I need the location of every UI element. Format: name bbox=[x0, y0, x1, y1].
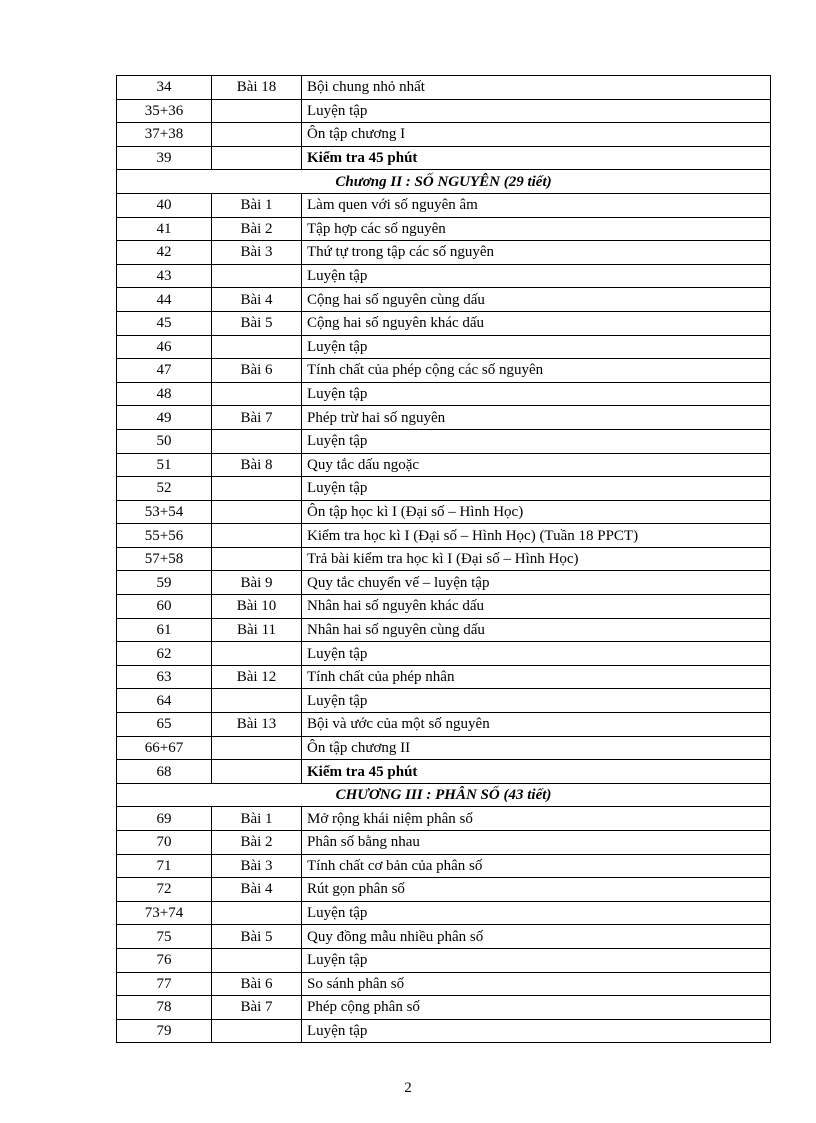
lesson-cell: Bài 11 bbox=[212, 618, 302, 642]
period-cell: 72 bbox=[117, 878, 212, 902]
lesson-cell bbox=[212, 524, 302, 548]
table-row bbox=[117, 1019, 771, 1043]
lesson-cell bbox=[212, 547, 302, 571]
lesson-title-cell: Cộng hai số nguyên cùng dấu bbox=[302, 288, 771, 312]
period-cell: 49 bbox=[117, 406, 212, 430]
lesson-cell: Bài 9 bbox=[212, 571, 302, 595]
lesson-cell: Bài 1 bbox=[212, 807, 302, 831]
page-number: 2 bbox=[404, 1080, 412, 1096]
period-cell: 70 bbox=[117, 831, 212, 855]
lesson-title-cell: Phép cộng phân số bbox=[302, 996, 771, 1020]
lesson-cell: Bài 10 bbox=[212, 595, 302, 619]
table-row bbox=[117, 429, 771, 453]
period-cell: 76 bbox=[117, 948, 212, 972]
curriculum-table-body bbox=[117, 76, 771, 1043]
chapter-heading-row bbox=[117, 170, 771, 194]
lesson-title-cell: Luyện tập bbox=[302, 429, 771, 453]
period-cell: 42 bbox=[117, 241, 212, 265]
period-cell: 73+74 bbox=[117, 901, 212, 925]
lesson-title-cell: Cộng hai số nguyên khác dấu bbox=[302, 311, 771, 335]
lesson-title-cell: Luyện tập bbox=[302, 264, 771, 288]
lesson-cell bbox=[212, 429, 302, 453]
lesson-cell: Bài 4 bbox=[212, 288, 302, 312]
period-cell: 77 bbox=[117, 972, 212, 996]
lesson-title-cell: Quy tắc dấu ngoặc bbox=[302, 453, 771, 477]
lesson-title-cell: Kiểm tra 45 phút bbox=[302, 146, 771, 170]
lesson-title-cell: Ôn tập chương II bbox=[302, 736, 771, 760]
table-row bbox=[117, 854, 771, 878]
table-row bbox=[117, 406, 771, 430]
lesson-title-cell: Rút gọn phân số bbox=[302, 878, 771, 902]
period-cell: 61 bbox=[117, 618, 212, 642]
lesson-title-cell: Tính chất của phép cộng các số nguyên bbox=[302, 359, 771, 383]
lesson-title-cell: Ôn tập học kì I (Đại số – Hình Học) bbox=[302, 500, 771, 524]
table-row bbox=[117, 335, 771, 359]
period-cell: 35+36 bbox=[117, 99, 212, 123]
chapter-heading: Chương II : SỐ NGUYÊN (29 tiết) bbox=[117, 170, 771, 194]
period-cell: 40 bbox=[117, 193, 212, 217]
lesson-cell: Bài 4 bbox=[212, 878, 302, 902]
lesson-cell bbox=[212, 382, 302, 406]
lesson-cell bbox=[212, 477, 302, 501]
chapter-heading-row bbox=[117, 783, 771, 807]
table-row bbox=[117, 642, 771, 666]
lesson-title-cell: Thứ tự trong tập các số nguyên bbox=[302, 241, 771, 265]
table-row bbox=[117, 831, 771, 855]
period-cell: 44 bbox=[117, 288, 212, 312]
lesson-cell bbox=[212, 760, 302, 784]
lesson-cell: Bài 7 bbox=[212, 996, 302, 1020]
period-cell: 34 bbox=[117, 76, 212, 100]
lesson-title-cell: Luyện tập bbox=[302, 335, 771, 359]
lesson-cell bbox=[212, 335, 302, 359]
period-cell: 41 bbox=[117, 217, 212, 241]
period-cell: 66+67 bbox=[117, 736, 212, 760]
table-row bbox=[117, 453, 771, 477]
table-row bbox=[117, 359, 771, 383]
table-row bbox=[117, 146, 771, 170]
lesson-cell bbox=[212, 123, 302, 147]
lesson-cell: Bài 5 bbox=[212, 925, 302, 949]
table-row bbox=[117, 99, 771, 123]
period-cell: 62 bbox=[117, 642, 212, 666]
lesson-cell bbox=[212, 901, 302, 925]
lesson-cell: Bài 13 bbox=[212, 713, 302, 737]
table-row bbox=[117, 689, 771, 713]
lesson-cell: Bài 6 bbox=[212, 359, 302, 383]
period-cell: 60 bbox=[117, 595, 212, 619]
period-cell: 59 bbox=[117, 571, 212, 595]
table-row bbox=[117, 311, 771, 335]
chapter-heading: CHƯƠNG III : PHÂN SỐ (43 tiết) bbox=[117, 783, 771, 807]
period-cell: 45 bbox=[117, 311, 212, 335]
lesson-cell bbox=[212, 99, 302, 123]
table-row bbox=[117, 241, 771, 265]
table-row bbox=[117, 925, 771, 949]
lesson-title-cell: Luyện tập bbox=[302, 477, 771, 501]
lesson-title-cell: Luyện tập bbox=[302, 1019, 771, 1043]
lesson-title-cell: Kiểm tra học kì I (Đại số – Hình Học) (Tuần 18 PPCT) bbox=[302, 524, 771, 548]
table-row bbox=[117, 500, 771, 524]
lesson-cell bbox=[212, 1019, 302, 1043]
table-row bbox=[117, 217, 771, 241]
lesson-title-cell: Kiểm tra 45 phút bbox=[302, 760, 771, 784]
table-row bbox=[117, 547, 771, 571]
period-cell: 64 bbox=[117, 689, 212, 713]
lesson-cell: Bài 5 bbox=[212, 311, 302, 335]
period-cell: 55+56 bbox=[117, 524, 212, 548]
period-cell: 43 bbox=[117, 264, 212, 288]
lesson-title-cell: Ôn tập chương I bbox=[302, 123, 771, 147]
lesson-title-cell: Luyện tập bbox=[302, 382, 771, 406]
table-row bbox=[117, 878, 771, 902]
lesson-title-cell: Luyện tập bbox=[302, 948, 771, 972]
table-row bbox=[117, 288, 771, 312]
lesson-cell: Bài 6 bbox=[212, 972, 302, 996]
lesson-cell bbox=[212, 264, 302, 288]
period-cell: 47 bbox=[117, 359, 212, 383]
table-row bbox=[117, 76, 771, 100]
table-row bbox=[117, 477, 771, 501]
period-cell: 78 bbox=[117, 996, 212, 1020]
lesson-title-cell: Bội và ước của một số nguyên bbox=[302, 713, 771, 737]
table-row bbox=[117, 595, 771, 619]
lesson-title-cell: Tính chất của phép nhân bbox=[302, 665, 771, 689]
lesson-cell bbox=[212, 736, 302, 760]
lesson-cell: Bài 2 bbox=[212, 831, 302, 855]
table-row bbox=[117, 571, 771, 595]
period-cell: 50 bbox=[117, 429, 212, 453]
lesson-cell: Bài 1 bbox=[212, 193, 302, 217]
lesson-title-cell: Luyện tập bbox=[302, 99, 771, 123]
lesson-cell: Bài 2 bbox=[212, 217, 302, 241]
lesson-cell bbox=[212, 146, 302, 170]
table-row bbox=[117, 760, 771, 784]
table-row bbox=[117, 996, 771, 1020]
lesson-title-cell: Nhân hai số nguyên khác dấu bbox=[302, 595, 771, 619]
lesson-title-cell: Phân số bằng nhau bbox=[302, 831, 771, 855]
period-cell: 79 bbox=[117, 1019, 212, 1043]
table-row bbox=[117, 382, 771, 406]
table-row bbox=[117, 193, 771, 217]
lesson-cell: Bài 3 bbox=[212, 241, 302, 265]
period-cell: 37+38 bbox=[117, 123, 212, 147]
lesson-title-cell: Luyện tập bbox=[302, 689, 771, 713]
lesson-title-cell: Quy đồng mẫu nhiều phân số bbox=[302, 925, 771, 949]
lesson-title-cell: Tính chất cơ bản của phân số bbox=[302, 854, 771, 878]
period-cell: 63 bbox=[117, 665, 212, 689]
lesson-title-cell: Trả bài kiểm tra học kì I (Đại số – Hình Học) bbox=[302, 547, 771, 571]
lesson-title-cell: Bội chung nhỏ nhất bbox=[302, 76, 771, 100]
lesson-title-cell: Quy tắc chuyển vế – luyện tập bbox=[302, 571, 771, 595]
period-cell: 75 bbox=[117, 925, 212, 949]
period-cell: 46 bbox=[117, 335, 212, 359]
period-cell: 69 bbox=[117, 807, 212, 831]
lesson-cell: Bài 8 bbox=[212, 453, 302, 477]
table-row bbox=[117, 972, 771, 996]
period-cell: 48 bbox=[117, 382, 212, 406]
lesson-cell: Bài 7 bbox=[212, 406, 302, 430]
table-row bbox=[117, 618, 771, 642]
period-cell: 65 bbox=[117, 713, 212, 737]
lesson-title-cell: Nhân hai số nguyên cùng dấu bbox=[302, 618, 771, 642]
lesson-title-cell: Luyện tập bbox=[302, 901, 771, 925]
table-row bbox=[117, 524, 771, 548]
period-cell: 57+58 bbox=[117, 547, 212, 571]
period-cell: 52 bbox=[117, 477, 212, 501]
table-row bbox=[117, 713, 771, 737]
period-cell: 68 bbox=[117, 760, 212, 784]
lesson-title-cell: Làm quen với số nguyên âm bbox=[302, 193, 771, 217]
lesson-cell bbox=[212, 642, 302, 666]
lesson-cell: Bài 12 bbox=[212, 665, 302, 689]
lesson-title-cell: Luyện tập bbox=[302, 642, 771, 666]
table-row bbox=[117, 807, 771, 831]
table-row bbox=[117, 736, 771, 760]
table-row bbox=[117, 948, 771, 972]
table-row bbox=[117, 264, 771, 288]
lesson-title-cell: So sánh phân số bbox=[302, 972, 771, 996]
period-cell: 51 bbox=[117, 453, 212, 477]
lesson-cell bbox=[212, 948, 302, 972]
lesson-title-cell: Mở rộng khái niệm phân số bbox=[302, 807, 771, 831]
lesson-title-cell: Tập hợp các số nguyên bbox=[302, 217, 771, 241]
period-cell: 53+54 bbox=[117, 500, 212, 524]
lesson-cell: Bài 18 bbox=[212, 76, 302, 100]
period-cell: 71 bbox=[117, 854, 212, 878]
table-row bbox=[117, 123, 771, 147]
period-cell: 39 bbox=[117, 146, 212, 170]
lesson-cell: Bài 3 bbox=[212, 854, 302, 878]
table-row bbox=[117, 665, 771, 689]
curriculum-table bbox=[116, 75, 771, 1043]
lesson-cell bbox=[212, 689, 302, 713]
lesson-cell bbox=[212, 500, 302, 524]
table-row bbox=[117, 901, 771, 925]
lesson-title-cell: Phép trừ hai số nguyên bbox=[302, 406, 771, 430]
